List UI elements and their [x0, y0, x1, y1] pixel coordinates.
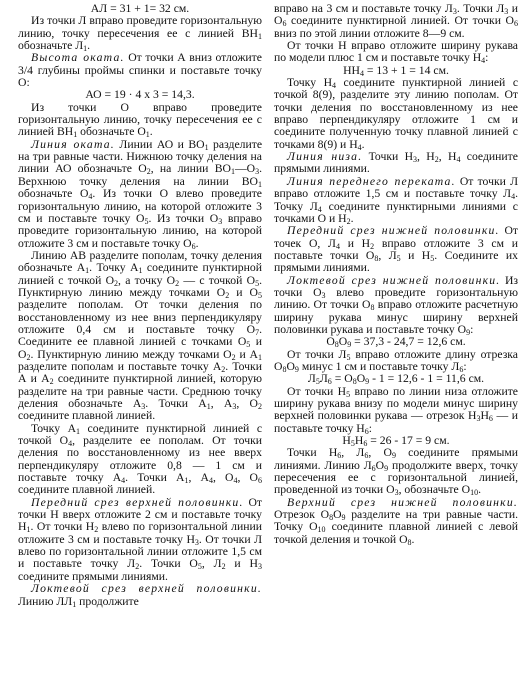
- subscript: 4: [233, 476, 238, 486]
- text-run: и О: [18, 335, 262, 361]
- subscript: 5: [430, 253, 435, 263]
- text-run: , О: [237, 471, 258, 485]
- subscript: 3: [321, 290, 326, 300]
- text-run: соедините прямыми линиями. Линию Л: [274, 446, 518, 472]
- subscript: 2: [231, 352, 236, 362]
- text-run: . Точку А: [89, 261, 139, 275]
- paragraph: [18, 583, 262, 608]
- subscript: 5: [346, 389, 351, 399]
- text-run: .: [149, 125, 153, 139]
- text-run: , О: [236, 397, 258, 410]
- text-run: = 13 + 1 = 14 см.: [363, 63, 449, 77]
- right-column: [274, 3, 518, 698]
- subscript: 9: [466, 327, 471, 337]
- text-run: разделите на три равные части. Точку О: [274, 508, 518, 534]
- text-run: Точки Н: [362, 150, 414, 164]
- text-run: .: [361, 137, 365, 151]
- subscript: 1: [184, 476, 189, 486]
- text-run: Н: [480, 409, 489, 423]
- text-run: и А: [235, 347, 258, 361]
- text-run: Л: [307, 372, 316, 386]
- text-run: и Н: [339, 236, 371, 250]
- subscript: 6: [459, 364, 464, 374]
- left-column: [18, 3, 262, 698]
- text-run: . Из точки О: [148, 211, 219, 225]
- text-run: —О: [234, 162, 256, 176]
- text-columns: [18, 3, 519, 698]
- paragraph: [274, 447, 518, 496]
- text-run: = О: [331, 372, 353, 386]
- text-run: — с точкой О: [179, 273, 256, 287]
- subscript: 6: [191, 241, 196, 251]
- section-heading: Линия оката.: [31, 137, 115, 151]
- subscript: 2: [114, 278, 119, 288]
- subscript: 4: [511, 192, 516, 202]
- text-run: От точки Н вверх отложите 2 см и поставьте точку Н: [18, 495, 262, 534]
- subscript: 2: [26, 352, 31, 362]
- subscript: 10: [470, 488, 479, 498]
- subscript: 5: [315, 377, 320, 387]
- paragraph: [274, 497, 518, 546]
- section-heading: Линия переднего переката.: [287, 174, 456, 188]
- subscript: 4: [208, 476, 213, 486]
- subscript: 2: [175, 278, 180, 288]
- text-run: От точки А вниз отложите 3/4 глубины проймы спинки и поставьте точку О:: [18, 51, 262, 90]
- subscript: 5: [246, 340, 251, 350]
- paragraph: [274, 3, 518, 40]
- subscript: 9: [341, 513, 346, 523]
- subscript: 4: [88, 192, 93, 202]
- paragraph: [18, 139, 262, 250]
- text-run: соедините плавной линией.: [18, 483, 156, 497]
- subscript: 2: [370, 241, 375, 251]
- subscript: 5: [350, 439, 355, 449]
- text-run: :: [463, 359, 467, 373]
- text-run: . Верхнюю точку деления на линии ВО: [18, 162, 263, 188]
- section-heading: Высота оката.: [31, 51, 125, 65]
- subscript: 6: [371, 463, 376, 473]
- text-run: Точки Н: [287, 446, 338, 460]
- text-run: . Пунктирную линию между точками О: [18, 273, 262, 299]
- text-run: . Точки А: [125, 471, 185, 485]
- text-run: и О: [229, 285, 259, 299]
- subscript: 1: [83, 44, 88, 54]
- text-run: , Л: [341, 446, 365, 460]
- text-run: соедините пунктирной линией, которую разделите на три равные части. Среднюю точку деления обозначьте А: [18, 372, 262, 410]
- subscript: 1: [85, 266, 90, 276]
- text-run: , Л: [201, 557, 222, 571]
- subscript: 2: [225, 290, 230, 300]
- text-run: вниз по этой линии отложите 8—9 см.: [274, 26, 465, 40]
- text-run: От точки Л: [287, 347, 347, 361]
- text-run: О: [286, 359, 295, 373]
- text-run: , Н: [438, 150, 457, 164]
- section-heading: Локтевой срез нижней половинки.: [287, 273, 501, 287]
- section-heading: Верхний срез нижней половинки.: [287, 495, 518, 509]
- paragraph: [18, 52, 262, 89]
- text-run: вправо проведите горизонтальную линию, на которой отложите 3 см и поставьте точку О: [18, 211, 262, 250]
- subscript: 4: [121, 476, 126, 486]
- subscript: 8: [352, 377, 357, 387]
- subscript: 3: [476, 414, 481, 424]
- text-run: Линию АВ разделите пополам, точку деления обозначьте А: [18, 248, 262, 275]
- subscript: 2: [135, 562, 140, 572]
- text-run: Линию ЛЛ: [18, 594, 73, 608]
- text-run: соедините плавной линией.: [18, 409, 156, 423]
- text-run: продолжите вверх, точку пересечения ее с горизонтальной линией, проведенной из точки О: [274, 458, 518, 497]
- subscript: 1: [258, 31, 262, 41]
- text-run: О: [338, 335, 348, 349]
- subscript: 8: [282, 364, 287, 374]
- text-run: , Л: [378, 248, 397, 262]
- text-run: соедините прямыми линиями.: [274, 150, 518, 176]
- paragraph: [274, 40, 518, 65]
- subscript: 6: [257, 476, 262, 486]
- section-heading: Локтевой срез верхней половинки.: [31, 582, 262, 596]
- text-run: От точки Н вправо отложите ширину рукава по модели плюс 1 см и поставьте точку Н: [274, 39, 518, 65]
- text-run: .: [411, 532, 415, 546]
- text-run: обозначьте О: [77, 125, 146, 139]
- text-run: вправо на 3 см и поставьте точку Л: [274, 2, 453, 15]
- subscript: 3: [255, 167, 260, 177]
- paragraph: [18, 250, 262, 423]
- subscript: 8: [370, 303, 375, 313]
- text-run: и Н: [225, 557, 258, 571]
- paragraph: [274, 77, 518, 151]
- subscript: 10: [317, 525, 326, 535]
- text-run: , обозначьте О: [398, 483, 471, 497]
- subscript: 5: [346, 352, 351, 362]
- subscript: 6: [364, 426, 369, 436]
- section-heading: Передний срез верхней половинки.: [31, 495, 244, 509]
- subscript: 2: [49, 377, 54, 387]
- subscript: 3: [232, 402, 237, 411]
- text-run: Линии АО и ВО: [114, 137, 205, 151]
- text-run: соедините пунктирными линиями с точками О и Н: [274, 199, 518, 225]
- text-run: . Точки О: [139, 557, 198, 571]
- text-run: соедините пунктирной линией. От точки О: [286, 14, 514, 28]
- text-run: .: [87, 39, 91, 53]
- subscript: 2: [221, 562, 226, 572]
- text-run: АЛ = 31 + 1= 32 см.: [90, 2, 190, 15]
- text-run: вправо отложите длину отрезка О: [274, 347, 518, 373]
- section-heading: Передний срез нижней половинки.: [287, 224, 500, 238]
- text-run: Н: [342, 434, 351, 448]
- subscript: 2: [434, 155, 439, 165]
- subscript: 4: [456, 155, 461, 165]
- subscript: 4: [359, 68, 364, 78]
- text-run: :: [470, 322, 474, 336]
- text-run: . Точки Л: [456, 2, 505, 15]
- text-run: Н: [354, 434, 364, 448]
- paragraph: [274, 225, 518, 274]
- subscript: 1: [258, 352, 262, 362]
- text-run: . От точки Л влево по горизонтальной линии отложите 1,5 см и поставьте точку Л: [18, 532, 262, 571]
- subscript: 5: [255, 278, 260, 288]
- text-run: . Соедините ее плавной линией с точками О: [18, 322, 262, 349]
- subscript: 8: [329, 513, 334, 523]
- text-run: продолжите: [76, 594, 139, 608]
- subscript: 9: [294, 364, 299, 374]
- text-run: . Точки А: [145, 397, 207, 410]
- subscript: 1: [76, 426, 81, 436]
- paragraph: [18, 423, 262, 497]
- subscript: 8: [407, 537, 412, 547]
- subscript: 9: [391, 451, 396, 461]
- subscript: 3: [257, 562, 262, 572]
- text-run: вправо отложите 3 см и поставьте точки О: [274, 236, 518, 262]
- text-run: обозначьте Л: [18, 39, 84, 53]
- text-run: Точку Н: [287, 76, 333, 90]
- text-run: , А: [188, 471, 209, 485]
- subscript: 4: [335, 241, 340, 251]
- text-run: разделите пополам и поставьте точку А: [18, 359, 222, 373]
- text-run: соедините пунктирной линией с точкой О: [18, 261, 262, 287]
- text-run: :: [368, 421, 372, 435]
- subscript: 5: [258, 290, 263, 300]
- text-run: разделите пополам. От точки деления по восстановленному из нее вниз перпендикуляру отложите 0,4 см и поставьте точку О: [18, 298, 262, 336]
- text-run: , на линии ВО: [150, 162, 231, 176]
- text-run: = 26 - 17 = 9 см.: [367, 434, 450, 448]
- text-run: О: [333, 508, 342, 522]
- text-run: .: [350, 211, 354, 225]
- text-run: вправо по линии низа отложите ширину рукава внизу по модели минус ширину верхней половинки рукава — отрезок Н: [274, 384, 518, 423]
- subscript: 6: [514, 19, 518, 29]
- subscript: 3: [394, 488, 399, 498]
- text-run: .: [478, 483, 481, 497]
- subscript: 6: [488, 414, 493, 424]
- section-heading: Линия низа.: [287, 150, 363, 164]
- text-run: . От точки Н: [30, 520, 95, 534]
- subscript: 5: [144, 216, 149, 226]
- subscript: 2: [146, 167, 151, 177]
- text-run: и О: [274, 2, 518, 28]
- subscript: 1: [145, 130, 150, 140]
- subscript: 4: [481, 56, 486, 66]
- subscript: 8: [334, 340, 339, 350]
- text-run: От точки Н: [287, 384, 347, 398]
- text-run: . Соедините их прямыми линиями.: [274, 248, 518, 275]
- text-run: соедините плавной линией с левой точкой деления и точкой О: [274, 520, 518, 546]
- subscript: 1: [72, 599, 77, 609]
- text-run: . Точки А и А: [18, 359, 262, 386]
- paragraph: [274, 176, 518, 225]
- text-run: Точку А: [31, 421, 77, 435]
- subscript: 8: [374, 253, 379, 263]
- text-run: Из точки О вправо проведите горизонтальную линию, точку пересечения ее с линией ВН: [18, 100, 262, 139]
- subscript: 4: [357, 142, 362, 152]
- text-run: соедините прямыми линиями.: [18, 569, 168, 583]
- subscript: 4: [68, 439, 73, 449]
- paragraph: [274, 151, 518, 176]
- text-run: вправо отложите расчетную ширину рукава минус ширину верхней половинки рукава и поставьте точку О: [274, 298, 519, 336]
- subscript: 2: [258, 402, 262, 411]
- text-run: = 37,3 - 24,7 = 12,6 см.: [351, 335, 466, 349]
- subscript: 1: [230, 167, 235, 177]
- text-run: и Н: [400, 248, 431, 262]
- subscript: 2: [221, 364, 226, 374]
- text-run: , Н: [417, 150, 435, 164]
- text-run: О: [375, 458, 385, 472]
- subscript: 9: [384, 463, 389, 473]
- text-run: О: [326, 335, 335, 349]
- subscript: 2: [346, 216, 351, 226]
- subscript: 1: [73, 130, 78, 140]
- subscript: 1: [26, 525, 31, 535]
- subscript: 3: [218, 216, 223, 226]
- text-run: Отрезок О: [274, 508, 330, 522]
- text-run: — и поставьте точку Н: [274, 409, 518, 435]
- text-run: . Точку Л: [274, 187, 518, 213]
- text-run: , А: [210, 397, 233, 410]
- subscript: 6: [327, 377, 332, 387]
- text-run: соедините пунктирной линией с точкой О: [18, 421, 263, 448]
- subscript: 9: [347, 340, 352, 350]
- subscript: 3: [413, 155, 418, 165]
- paragraph: [274, 275, 518, 337]
- text-run: влево проведите горизонтальную линию. От точки О: [274, 285, 519, 312]
- text-run: АО = 19 · 4 х 3 = 14,3.: [85, 88, 195, 102]
- text-run: Из точки О: [274, 273, 519, 299]
- text-run: О: [356, 372, 366, 386]
- subscript: 7: [255, 327, 260, 337]
- subscript: 3: [141, 402, 146, 411]
- subscript: 5: [396, 253, 401, 263]
- subscript: 1: [204, 142, 209, 152]
- subscript: 6: [364, 451, 369, 461]
- subscript: 1: [258, 179, 262, 189]
- paragraph: [274, 386, 518, 435]
- paragraph: [18, 497, 262, 583]
- subscript: 6: [363, 439, 368, 449]
- text-run: , разделите ее пополам. От точки деления по восстановленному из нее вверх перпендикуляру отложите 0,8 — 1 см и поставьте точку А: [18, 434, 263, 485]
- subscript: 9: [365, 377, 370, 387]
- text-run: минус 1 см и поставьте точку Л: [298, 359, 460, 373]
- text-run: .: [195, 236, 199, 250]
- subscript: 3: [452, 7, 457, 16]
- text-run: , О: [368, 446, 392, 460]
- text-run: влево по горизонтальной линии отложите 3 см и поставьте точку Н: [18, 520, 263, 546]
- text-run: , а точку О: [118, 273, 176, 287]
- subscript: 6: [282, 19, 287, 29]
- subscript: 4: [317, 204, 322, 214]
- text-run: От точки Л вправо отложите 1,5 см и поставьте точку Л: [274, 174, 518, 201]
- subscript: 4: [332, 81, 337, 91]
- paragraph: [274, 349, 518, 374]
- text-run: . Из точки О влево проведите горизонтальную линию, на которой отложите 3 см и поставьте точку О: [18, 187, 262, 225]
- subscript: 1: [138, 266, 143, 276]
- subscript: 3: [194, 537, 199, 547]
- text-run: обозначьте О: [18, 187, 89, 201]
- text-run: От точек О, Л: [274, 224, 518, 250]
- paragraph: [18, 15, 262, 52]
- subscript: 6: [337, 451, 342, 461]
- text-run: , О: [212, 471, 234, 485]
- paragraph: [18, 102, 262, 139]
- text-run: Л: [319, 372, 328, 386]
- text-run: . Пунктирную линию между точками О: [30, 347, 232, 361]
- text-run: разделите на три равные части. Нижнюю точку деления на линии АО обозначьте О: [18, 137, 263, 176]
- subscript: 1: [206, 402, 211, 411]
- text-run: - 1 = 12,6 - 1 = 11,6 см.: [369, 372, 485, 386]
- subscript: 5: [197, 562, 202, 572]
- text-run: соедините пунктирной линией с точкой 8(9), разделите эту линию пополам. От точки деления по восстановленному из нее вправо перпендикуляру отложите 1 см и соедините полученную точку плавной линией с точками 8(9) и Н: [274, 76, 519, 151]
- subscript: 3: [504, 7, 509, 16]
- text-run: НН: [343, 63, 360, 77]
- text-run: Из точки Л вправо проведите горизонтальную линию, точку пересечения ее с линией ВН: [18, 14, 262, 40]
- subscript: 2: [94, 525, 99, 535]
- text-run: :: [485, 51, 489, 65]
